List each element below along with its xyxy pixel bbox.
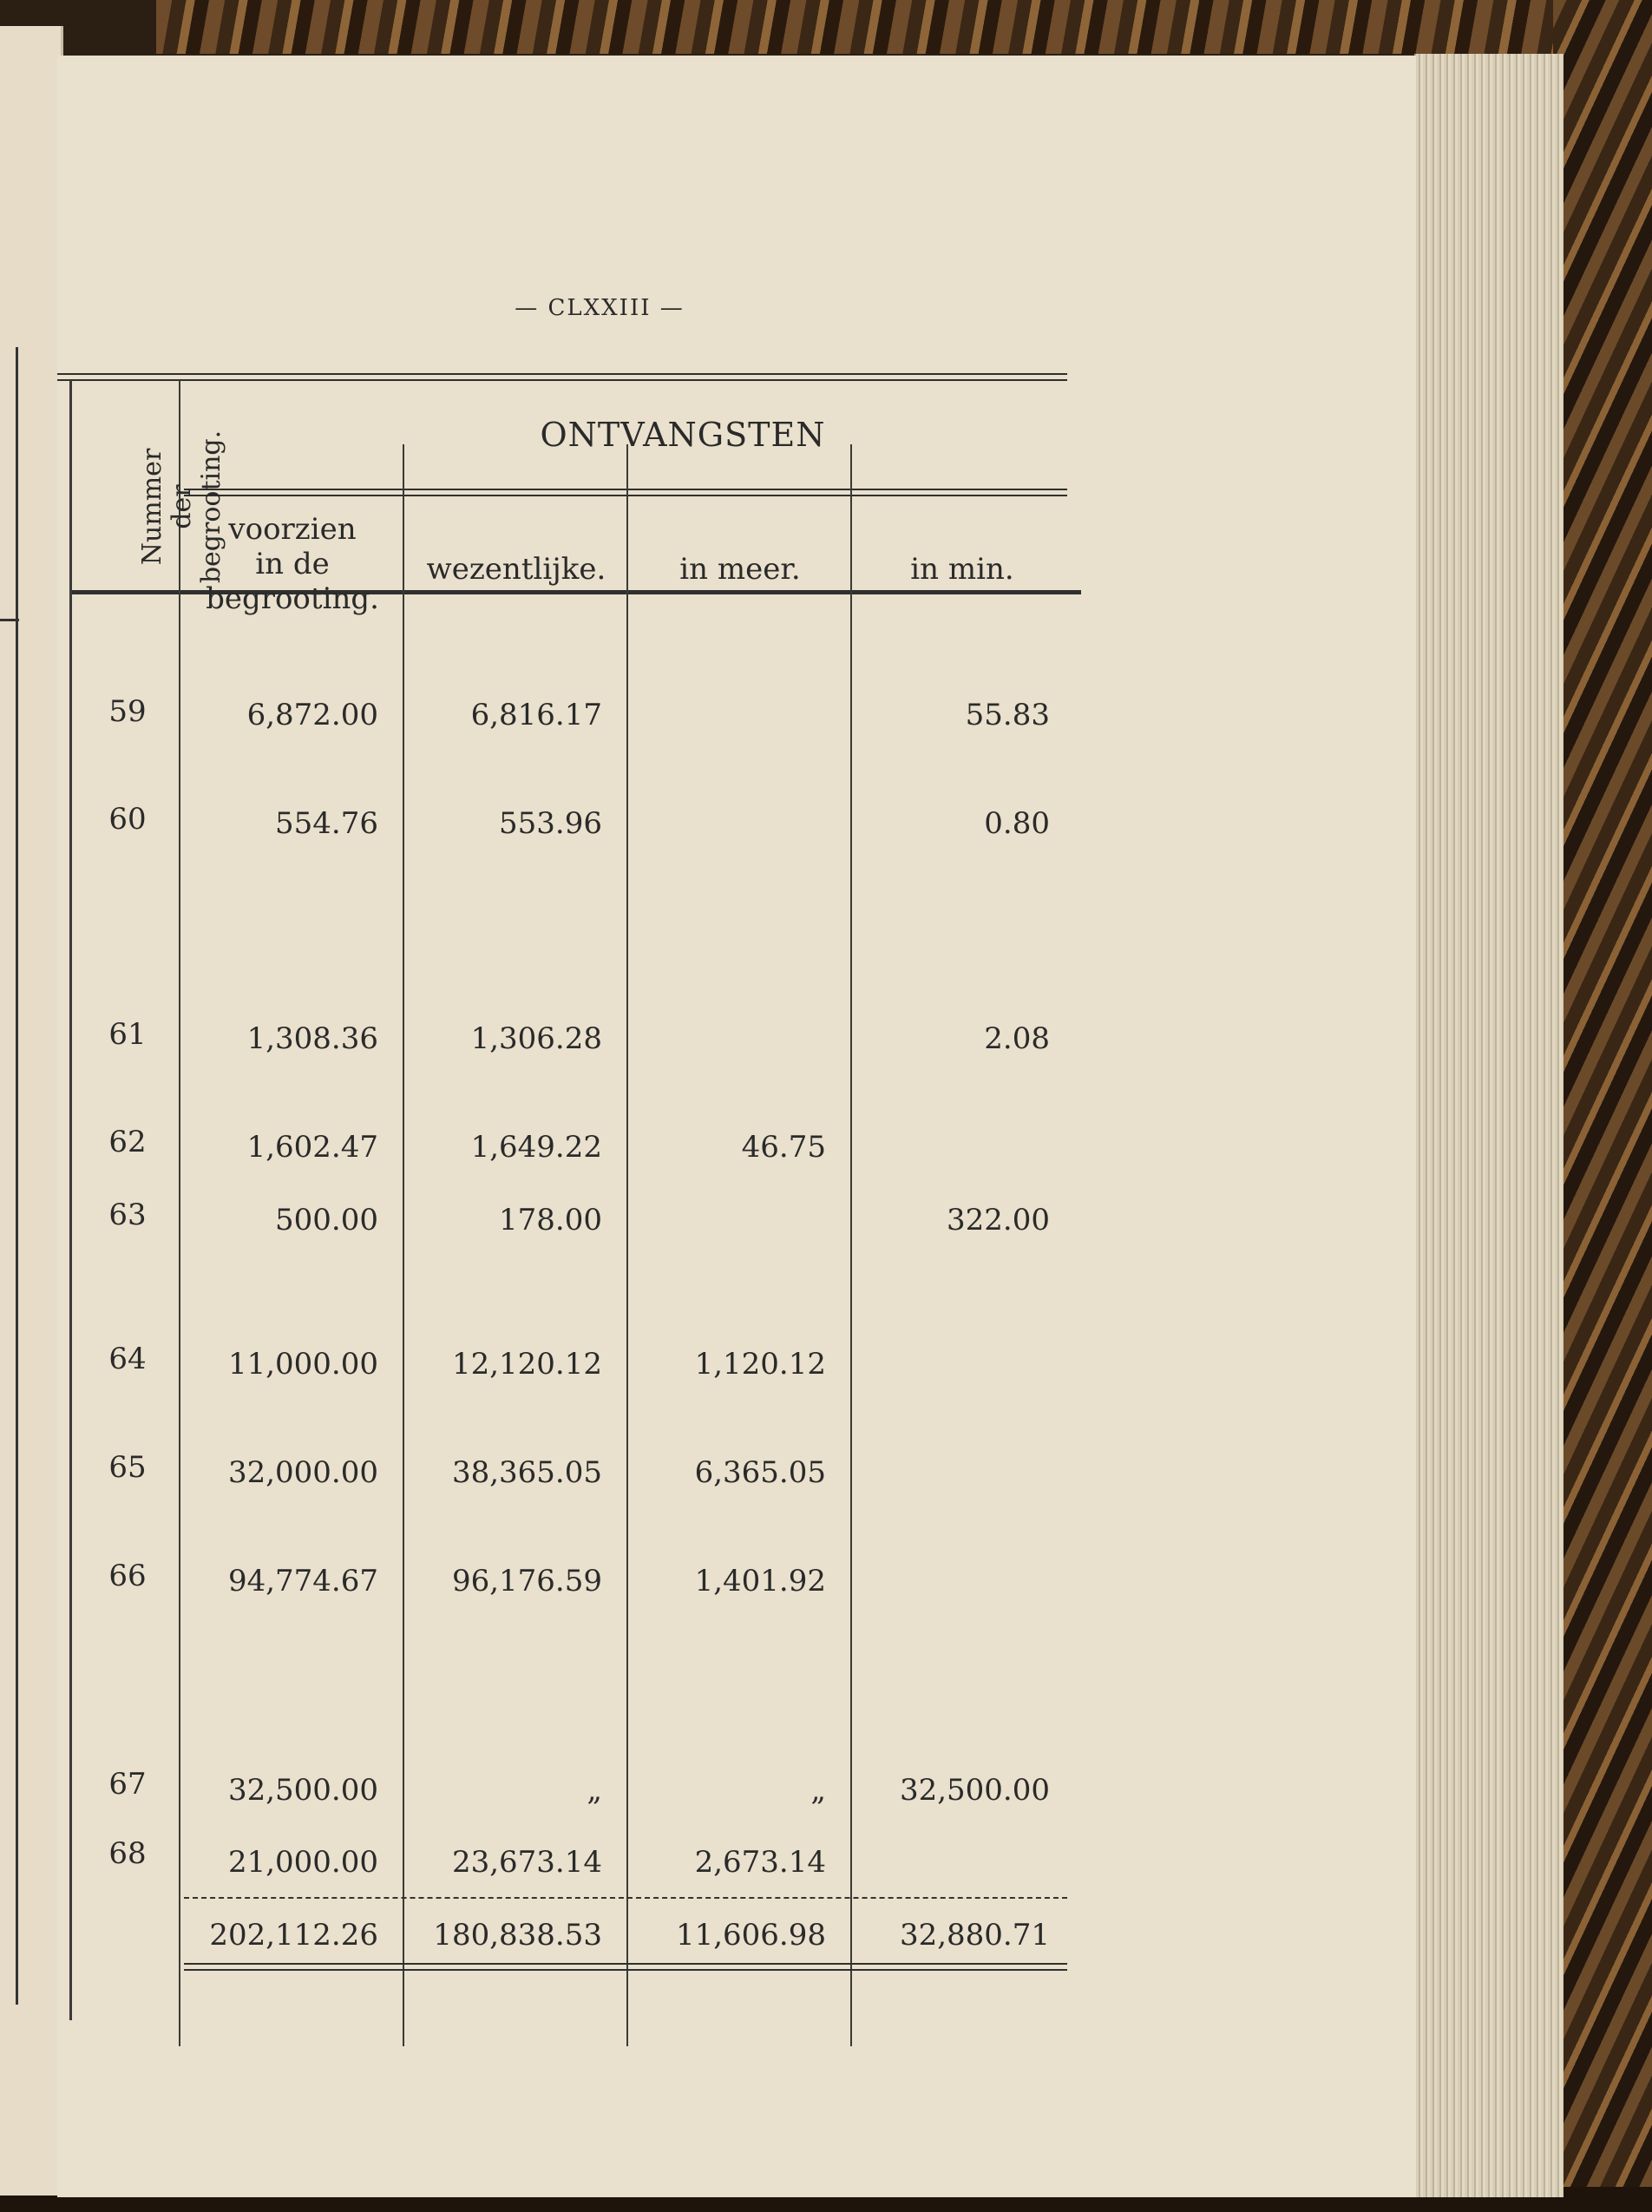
left-page-rule	[16, 347, 18, 2005]
cell-voorzien: 500.00	[275, 1203, 378, 1237]
total-wezentlijke: 180,838.53	[433, 1918, 602, 1953]
cell-meer: 2,673.14	[694, 1845, 826, 1880]
meer-header: in meer.	[679, 552, 801, 587]
col-divider-1	[179, 380, 180, 2046]
title-rule-2	[184, 495, 1067, 496]
cell-voorzien: 1,308.36	[246, 1021, 378, 1056]
cell-voorzien: 94,774.67	[227, 1564, 378, 1598]
totals-rule	[184, 1963, 1067, 1965]
left-border	[69, 380, 72, 2020]
cell-voorzien: 32,500.00	[227, 1773, 378, 1808]
row-number: 60	[108, 802, 147, 837]
page-number: — CLXXIII —	[515, 295, 685, 321]
left-page-sliver	[0, 26, 63, 2196]
cell-meer: 46.75	[741, 1130, 826, 1165]
cell-meer: 1,120.12	[694, 1347, 826, 1382]
voorzien-header-line-2: in de	[255, 547, 330, 581]
book-cover-top	[156, 0, 1652, 54]
title-rule	[184, 489, 1067, 490]
cell-wezentlijke: 553.96	[499, 806, 602, 841]
cell-wezentlijke: 1,306.28	[470, 1021, 602, 1056]
voorzien-header	[184, 512, 401, 616]
wezentlijke-header: wezentlijke.	[426, 552, 606, 587]
row-number: 62	[108, 1125, 147, 1159]
left-page-hrule	[0, 619, 19, 621]
cell-voorzien: 11,000.00	[227, 1347, 378, 1382]
row-number: 67	[108, 1767, 147, 1802]
cell-min: 0.80	[984, 806, 1050, 841]
cell-wezentlijke: 1,649.22	[470, 1130, 602, 1165]
row-number: 64	[108, 1342, 147, 1376]
cell-meer: 1,401.92	[694, 1564, 826, 1598]
cell-min: 55.83	[965, 698, 1050, 732]
col-divider-3	[626, 444, 628, 2046]
col-divider-4	[850, 444, 852, 2046]
voorzien-header-line-3: begrooting.	[206, 581, 379, 616]
cell-wezentlijke: 6,816.17	[470, 698, 602, 732]
voorzien-header-line-1: voorzien	[228, 512, 357, 547]
row-number: 61	[108, 1017, 147, 1052]
row-number: 65	[108, 1450, 147, 1485]
row-number: 66	[108, 1559, 147, 1593]
page-edges	[1414, 54, 1564, 2197]
col-divider-2	[403, 444, 404, 2046]
cell-wezentlijke: 12,120.12	[451, 1347, 602, 1382]
min-header: in min.	[910, 552, 1014, 587]
number-header-line-2: der	[167, 484, 197, 529]
cell-min: 32,500.00	[899, 1773, 1050, 1808]
section-title: ONTVANGSTEN	[540, 416, 826, 454]
cell-voorzien: 21,000.00	[227, 1845, 378, 1880]
number-header-line-3: begrooting.	[196, 430, 226, 584]
book-cover-right	[1553, 0, 1652, 2212]
row-number: 68	[108, 1836, 147, 1871]
cell-wezentlijke: „	[587, 1773, 602, 1808]
table-top-rule-2	[57, 379, 1067, 381]
cell-meer: „	[810, 1773, 826, 1808]
row-number: 63	[108, 1198, 147, 1232]
cell-wezentlijke: 23,673.14	[451, 1845, 602, 1880]
cell-wezentlijke: 38,365.05	[451, 1455, 602, 1490]
table-top-rule	[57, 373, 1067, 375]
row-number: 59	[108, 694, 147, 729]
cell-voorzien: 6,872.00	[246, 698, 378, 732]
cell-wezentlijke: 96,176.59	[451, 1564, 602, 1598]
cell-voorzien: 554.76	[275, 806, 378, 841]
total-voorzien: 202,112.26	[209, 1918, 378, 1953]
total-min: 32,880.71	[899, 1918, 1050, 1953]
number-header-line-1: Nummer	[137, 448, 167, 566]
totals-rule-2	[184, 1969, 1067, 1971]
totals-separator	[184, 1897, 1067, 1899]
book-page	[57, 56, 1416, 2197]
cell-voorzien: 1,602.47	[246, 1130, 378, 1165]
cell-voorzien: 32,000.00	[227, 1455, 378, 1490]
cell-min: 2.08	[984, 1021, 1050, 1056]
cell-meer: 6,365.05	[694, 1455, 826, 1490]
cell-min: 322.00	[947, 1203, 1050, 1237]
total-meer: 11,606.98	[675, 1918, 826, 1953]
cell-wezentlijke: 178.00	[499, 1203, 602, 1237]
